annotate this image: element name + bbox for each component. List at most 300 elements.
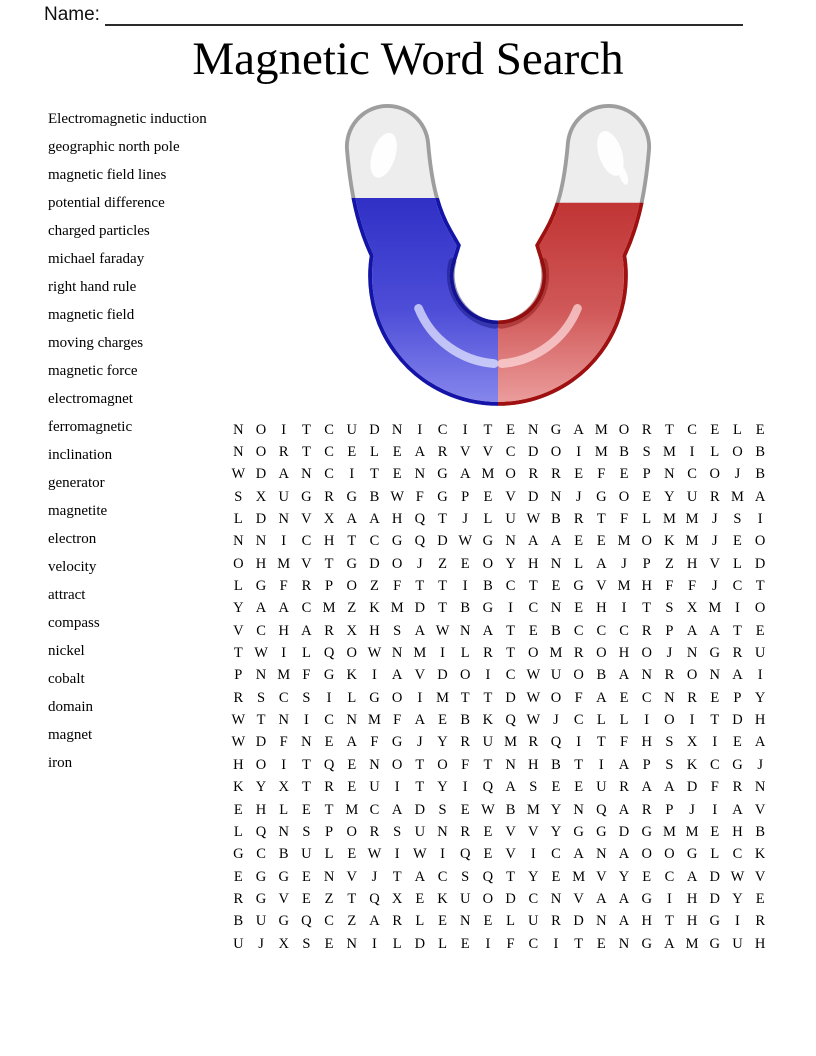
grid-letter: M (413, 645, 427, 662)
grid-letter: A (505, 779, 516, 796)
grid-letter: L (710, 444, 720, 461)
grid-letter: G (391, 734, 403, 751)
grid-letter: F (688, 578, 697, 595)
grid-letter: B (505, 801, 516, 818)
grid-letter: I (462, 421, 468, 438)
grid-letter: R (483, 645, 493, 662)
grid-letter: D (505, 890, 516, 907)
grid-letter: G (573, 578, 584, 595)
grid-letter: X (278, 779, 289, 796)
grid-letter: E (347, 756, 357, 773)
grid-letter: R (641, 622, 652, 639)
word-list-item: magnetic force (48, 363, 138, 379)
grid-letter: G (346, 555, 358, 572)
grid-letter: G (278, 913, 289, 930)
grid-letter: W (231, 712, 246, 729)
grid-letter: A (596, 689, 607, 706)
grid-letter: T (392, 868, 402, 885)
grid-letter: S (393, 622, 402, 639)
grid-letter: O (550, 444, 562, 461)
grid-letter: Q (482, 868, 494, 885)
grid-letter: E (438, 712, 447, 729)
grid-letter: M (685, 533, 699, 550)
grid-letter: B (551, 622, 561, 639)
grid-letter: P (234, 667, 243, 684)
grid-letter: T (233, 645, 243, 662)
grid-letter: X (686, 734, 698, 751)
grid-letter: M (685, 823, 699, 840)
grid-letter: W (526, 712, 541, 729)
grid-letter: T (664, 421, 674, 438)
grid-letter: N (369, 756, 380, 773)
word-list-item: magnetic field lines (48, 167, 167, 183)
grid-letter: E (301, 890, 311, 907)
grid-letter: G (482, 533, 494, 550)
grid-letter: T (483, 689, 493, 706)
grid-letter: O (641, 645, 652, 662)
grid-letter: X (278, 935, 289, 952)
grid-letter: I (303, 712, 309, 729)
grid-letter: O (391, 555, 403, 572)
grid-letter: R (233, 890, 244, 907)
grid-letter: E (233, 868, 243, 885)
grid-letter: Y (255, 779, 267, 796)
grid-letter: I (417, 689, 423, 706)
grid-letter: A (618, 801, 630, 818)
grid-letter: N (391, 645, 403, 662)
grid-letter: T (438, 578, 447, 595)
grid-letter: E (483, 488, 493, 505)
grid-letter: I (326, 689, 332, 706)
grid-letter: G (323, 667, 335, 684)
grid-letter: H (618, 645, 630, 662)
grid-letter: D (618, 823, 630, 840)
grid-letter: X (346, 622, 358, 639)
grid-letter: W (390, 488, 404, 505)
name-blank-line (105, 5, 743, 26)
word-list-item: attract (48, 587, 86, 603)
grid-letter: O (255, 756, 267, 773)
grid-letter: L (279, 801, 289, 818)
grid-letter: A (391, 667, 403, 684)
grid-letter: E (574, 779, 584, 796)
grid-letter: N (505, 756, 516, 773)
word-list-item: cobalt (48, 671, 85, 687)
grid-letter: I (712, 801, 718, 818)
grid-letter: X (686, 600, 698, 617)
grid-letter: S (302, 823, 311, 840)
grid-letter: C (437, 421, 448, 438)
grid-letter: J (711, 533, 718, 550)
grid-letter: O (754, 600, 766, 617)
grid-letter: N (255, 667, 267, 684)
grid-letter: E (392, 466, 402, 483)
grid-letter: S (256, 689, 266, 706)
grid-letter: C (324, 466, 334, 483)
grid-letter: O (346, 645, 358, 662)
grid-letter: T (710, 712, 720, 729)
page-title: Magnetic Word Search (192, 33, 624, 85)
grid-letter: I (712, 734, 718, 751)
grid-letter: M (572, 868, 586, 885)
grid-letter: U (459, 890, 471, 907)
grid-letter: N (233, 444, 244, 461)
grid-letter: W (526, 689, 541, 706)
grid-letter: A (732, 667, 743, 684)
word-list-item: right hand rule (48, 279, 137, 295)
grid-letter: D (732, 712, 743, 729)
grid-letter: P (325, 823, 334, 840)
grid-letter: L (370, 444, 379, 461)
grid-letter: K (686, 756, 698, 773)
grid-letter: I (576, 444, 582, 461)
grid-letter: E (392, 444, 402, 461)
grid-letter: C (528, 890, 539, 907)
grid-letter: H (754, 712, 766, 729)
grid-letter: T (596, 511, 606, 528)
grid-letter: T (596, 734, 606, 751)
grid-letter: I (485, 667, 491, 684)
grid-letter: U (732, 935, 743, 952)
grid-letter: T (483, 421, 493, 438)
grid-letter: J (417, 555, 423, 572)
grid-letter: A (278, 600, 289, 617)
grid-letter: H (528, 756, 539, 773)
grid-letter: L (642, 511, 652, 528)
grid-letter: J (371, 868, 378, 885)
grid-letter: X (323, 511, 335, 528)
grid-letter: F (393, 712, 402, 729)
word-list-item: generator (48, 475, 105, 491)
grid-letter: Y (664, 488, 675, 505)
grid-letter: V (528, 823, 539, 840)
grid-letter: F (302, 667, 311, 684)
grid-letter: A (754, 734, 766, 751)
grid-letter: T (438, 600, 447, 617)
grid-letter: L (301, 645, 311, 662)
grid-letter: A (278, 466, 289, 483)
grid-letter: F (665, 578, 674, 595)
grid-letter: L (233, 578, 243, 595)
grid-letter: C (324, 444, 334, 461)
grid-letter: E (460, 801, 470, 818)
grid-letter: O (618, 488, 630, 505)
grid-letter: A (618, 846, 630, 863)
grid-letter: M (277, 555, 291, 572)
grid-letter: E (710, 689, 720, 706)
grid-letter: C (256, 622, 266, 639)
grid-letter: A (686, 622, 698, 639)
grid-letter: I (462, 779, 468, 796)
grid-letter: U (754, 645, 766, 662)
grid-letter: R (233, 689, 244, 706)
grid-letter: D (709, 890, 721, 907)
grid-letter: A (369, 511, 380, 528)
grid-letter: C (278, 689, 289, 706)
grid-letter: O (709, 466, 721, 483)
grid-letter: S (302, 689, 311, 706)
grid-letter: E (324, 935, 334, 952)
grid-letter: Y (618, 868, 630, 885)
grid-letter: J (553, 712, 559, 729)
grid-letter: E (642, 868, 652, 885)
grid-letter: Z (370, 578, 379, 595)
grid-letter: E (438, 913, 447, 930)
grid-letter: M (594, 421, 608, 438)
grid-letter: F (370, 734, 379, 751)
grid-letter: N (278, 712, 289, 729)
grid-letter: I (281, 533, 287, 550)
grid-letter: Y (550, 823, 562, 840)
grid-letter: E (733, 533, 742, 550)
grid-letter: E (551, 779, 561, 796)
grid-letter: R (460, 734, 471, 751)
grid-letter: T (324, 801, 334, 818)
grid-letter: E (347, 779, 357, 796)
grid-letter: E (347, 444, 357, 461)
grid-letter: M (277, 667, 291, 684)
grid-letter: S (393, 823, 402, 840)
grid-letter: O (255, 444, 267, 461)
grid-letter: E (619, 689, 629, 706)
grid-letter: L (392, 935, 402, 952)
grid-letter: Y (437, 734, 448, 751)
grid-letter: V (505, 823, 516, 840)
grid-letter: T (664, 913, 674, 930)
grid-letter: H (686, 555, 698, 572)
grid-letter: O (346, 823, 358, 840)
grid-letter: S (642, 444, 651, 461)
grid-letter: M (731, 488, 744, 505)
grid-letter: G (278, 868, 289, 885)
grid-letter: L (233, 511, 243, 528)
grid-letter: G (255, 868, 267, 885)
grid-letter: A (482, 622, 494, 639)
grid-letter: A (573, 846, 584, 863)
grid-letter: F (506, 935, 515, 952)
grid-letter: M (662, 823, 676, 840)
grid-letter: I (394, 846, 400, 863)
grid-letter: L (733, 555, 742, 572)
grid-letter: J (666, 645, 673, 662)
grid-letter: M (390, 600, 404, 617)
grid-letter: L (438, 935, 447, 952)
grid-letter: O (641, 846, 652, 863)
grid-letter: N (391, 421, 403, 438)
grid-letter: H (255, 801, 267, 818)
grid-letter: G (255, 578, 267, 595)
grid-letter: M (481, 466, 495, 483)
grid-letter: E (733, 734, 742, 751)
grid-letter: T (483, 756, 493, 773)
grid-letter: E (483, 823, 493, 840)
grid-letter: J (417, 734, 423, 751)
grid-letter: V (596, 868, 607, 885)
grid-letter: O (754, 533, 766, 550)
grid-letter: G (709, 935, 721, 952)
grid-letter: C (641, 689, 652, 706)
grid-letter: C (596, 622, 607, 639)
grid-letter: T (755, 578, 765, 595)
grid-letter: M (526, 801, 540, 818)
grid-letter: T (370, 466, 379, 483)
grid-letter: T (301, 444, 311, 461)
grid-letter: J (711, 578, 718, 595)
grid-letter: O (596, 645, 607, 662)
grid-letter: F (710, 779, 719, 796)
word-list-item: Electromagnetic induction (48, 111, 207, 127)
grid-letter: D (437, 667, 448, 684)
grid-letter: P (642, 756, 651, 773)
grid-letter: G (255, 890, 267, 907)
grid-letter: E (755, 890, 765, 907)
grid-letter: U (346, 421, 358, 438)
grid-letter: E (551, 868, 561, 885)
grid-letter: B (551, 756, 561, 773)
word-list-item: magnet (48, 727, 93, 743)
grid-letter: L (415, 913, 425, 930)
grid-letter: O (641, 533, 652, 550)
word-list-item: velocity (48, 559, 97, 575)
grid-letter: F (393, 578, 402, 595)
grid-letter: U (301, 846, 312, 863)
grid-letter: S (438, 801, 447, 818)
grid-letter: T (324, 555, 334, 572)
grid-letter: W (730, 868, 745, 885)
grid-letter: D (414, 935, 426, 952)
grid-letter: N (528, 421, 539, 438)
word-list-item: inclination (48, 447, 113, 463)
grid-letter: G (596, 823, 607, 840)
grid-letter: A (641, 779, 652, 796)
grid-letter: I (735, 600, 740, 617)
grid-letter: I (689, 712, 695, 729)
grid-letter: M (345, 801, 359, 818)
grid-letter: K (482, 712, 494, 729)
grid-letter: T (415, 756, 425, 773)
grid-letter: A (709, 622, 721, 639)
grid-letter: T (438, 511, 447, 528)
grid-letter: T (415, 779, 425, 796)
grid-letter: S (665, 734, 674, 751)
grid-letter: K (754, 846, 766, 863)
grid-letter: K (664, 533, 675, 550)
grid-letter: R (460, 823, 471, 840)
grid-letter: S (234, 488, 243, 505)
grid-letter: O (550, 689, 562, 706)
grid-letter: O (686, 667, 698, 684)
grid-letter: C (301, 533, 312, 550)
grid-letter: D (255, 511, 267, 528)
grid-letter: N (550, 600, 562, 617)
grid-letter: B (460, 712, 471, 729)
grid-letter: U (550, 667, 562, 684)
grid-letter: F (619, 734, 629, 751)
grid-letter: I (621, 600, 627, 617)
grid-letter: X (391, 890, 403, 907)
grid-letter: K (346, 667, 358, 684)
grid-letter: O (664, 712, 675, 729)
grid-letter: D (686, 779, 698, 796)
grid-letter: V (505, 846, 516, 863)
grid-letter: L (710, 846, 720, 863)
grid-letter: R (324, 779, 334, 796)
grid-letter: B (233, 913, 244, 930)
grid-letter: E (574, 600, 584, 617)
grid-letter: M (662, 511, 676, 528)
grid-letter: C (551, 846, 561, 863)
grid-letter: T (301, 421, 311, 438)
grid-letter: Q (596, 801, 607, 818)
grid-letter: A (618, 913, 630, 930)
grid-letter: F (574, 689, 583, 706)
grid-letter: F (461, 756, 470, 773)
grid-letter: I (372, 667, 377, 684)
grid-letter: K (233, 779, 244, 796)
grid-letter: H (255, 555, 267, 572)
grid-letter: S (665, 600, 674, 617)
grid-letter: T (642, 600, 652, 617)
grid-letter: O (505, 466, 516, 483)
grid-letter: B (460, 600, 471, 617)
grid-letter: I (757, 667, 763, 684)
grid-letter: F (279, 734, 288, 751)
grid-letter: N (346, 935, 358, 952)
grid-letter: C (505, 578, 516, 595)
grid-letter: U (414, 823, 426, 840)
grid-letter: V (709, 555, 721, 572)
grid-letter: G (709, 913, 721, 930)
grid-letter: M (617, 533, 631, 550)
grid-letter: U (233, 935, 244, 952)
grid-letter: C (573, 622, 584, 639)
grid-letter: W (367, 846, 382, 863)
grid-letter: G (641, 823, 652, 840)
grid-letter: B (483, 578, 493, 595)
grid-letter: G (596, 488, 607, 505)
grid-letter: A (301, 622, 312, 639)
grid-letter: E (596, 533, 606, 550)
grid-letter: V (573, 890, 584, 907)
grid-letter: N (459, 622, 471, 639)
grid-letter: O (459, 667, 471, 684)
grid-letter: N (505, 533, 516, 550)
grid-letter: U (369, 779, 380, 796)
grid-letter: M (368, 712, 381, 729)
grid-letter: R (573, 645, 584, 662)
grid-letter: G (641, 935, 652, 952)
grid-letter: M (708, 600, 722, 617)
grid-letter: T (574, 756, 584, 773)
grid-letter: T (460, 689, 470, 706)
grid-letter: E (460, 555, 470, 572)
grid-letter: D (255, 466, 267, 483)
grid-letter: O (437, 756, 448, 773)
grid-letter: Y (528, 868, 539, 885)
grid-letter: N (754, 779, 766, 796)
grid-letter: I (394, 779, 400, 796)
grid-letter: T (506, 645, 516, 662)
grid-letter: R (732, 779, 743, 796)
grid-letter: N (550, 890, 562, 907)
grid-letter: L (733, 421, 742, 438)
grid-letter: O (233, 555, 244, 572)
word-list-item: geographic north pole (48, 139, 180, 155)
grid-letter: A (346, 734, 358, 751)
grid-letter: U (278, 488, 289, 505)
grid-letter: H (391, 511, 403, 528)
grid-letter: E (415, 890, 425, 907)
